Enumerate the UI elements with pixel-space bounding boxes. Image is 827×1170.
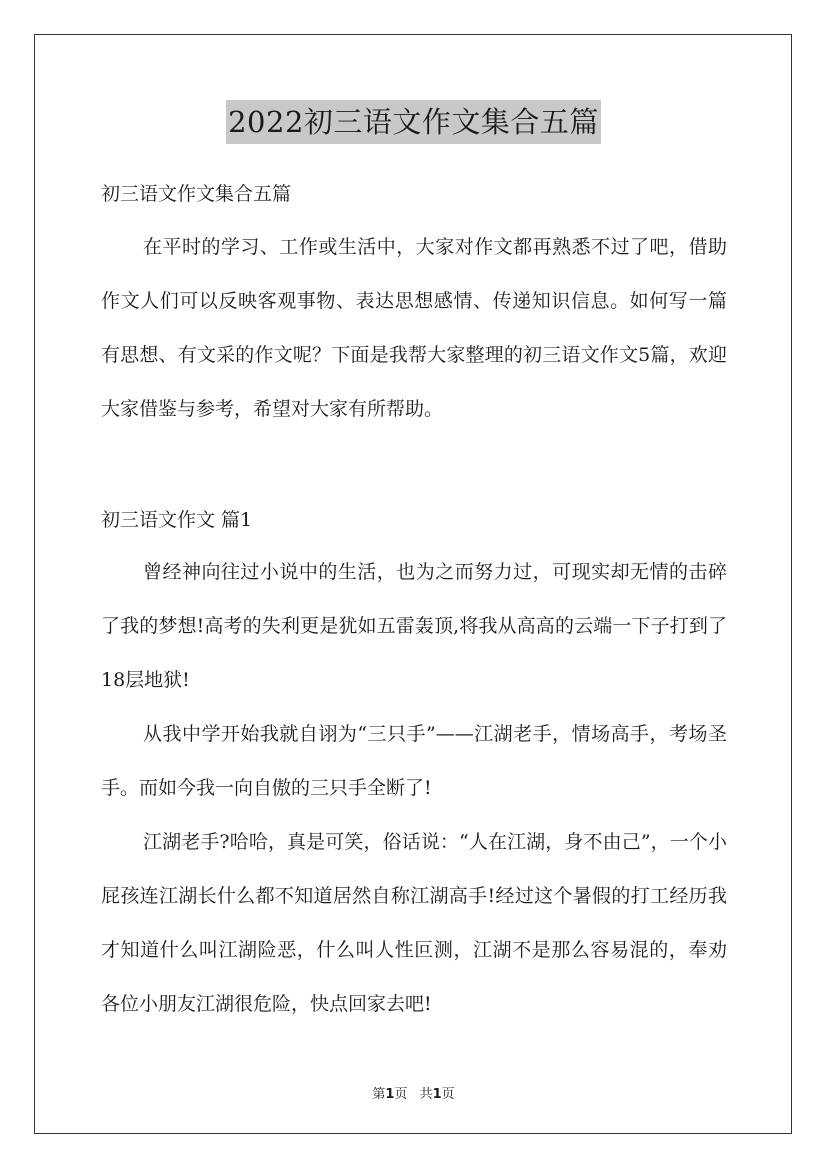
section1-heading: 初三语文作文 篇1 (101, 509, 253, 531)
total-pages-indicator: 共1页 (419, 1087, 455, 1102)
section1-paragraph-3: 江湖老手?哈哈，真是可笑，俗话说：“人在江湖，身不由己”，一个小屁孩连江湖长什么都不知道居然自称江湖高手!经过这个暑假的打工经历我才知道什么叫江湖险恶，什么叫人性叵测，江湖不是那么容易混的，奉劝各位小朋友江湖很危险，快点回家去吧! (101, 831, 727, 1015)
page-indicator: 第1页 (372, 1087, 408, 1102)
intro-heading: 初三语文作文集合五篇 (101, 183, 292, 205)
page-footer (0, 1083, 827, 1102)
section1-paragraph-2: 从我中学开始我就自诩为“三只手”——江湖老手，情场高手，考场圣手。而如今我一向自傲的三只手全断了! (101, 723, 727, 799)
intro-paragraph: 在平时的学习、工作或生活中，大家对作文都再熟悉不过了吧，借助作文人们可以反映客观事物、表达思想感情、传递知识信息。如何写一篇有思想、有文采的作文呢？下面是我帮大家整理的初三语文作文5篇，欢迎大家借鉴与参考，希望对大家有所帮助。 (101, 236, 727, 420)
document-title: 2022初三语文作文集合五篇 (226, 100, 601, 144)
title-container (0, 100, 827, 144)
section1-paragraph-1: 曾经神向往过小说中的生活，也为之而努力过，可现实却无情的击碎了我的梦想!高考的失利更是犹如五雷轰顶,将我从高高的云端一下子打到了18层地狱! (101, 561, 727, 691)
